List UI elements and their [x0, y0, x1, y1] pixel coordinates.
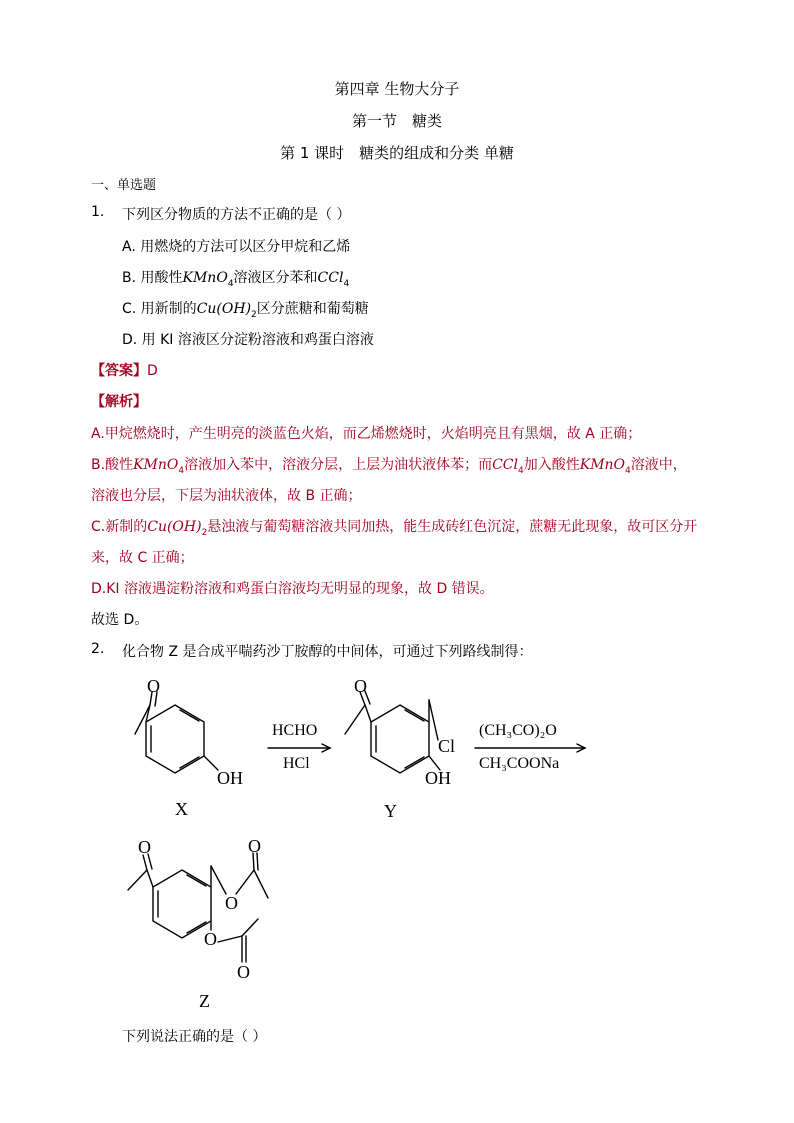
answer-label: 【答案】	[91, 363, 147, 379]
answer-line	[91, 360, 158, 380]
chapter-title: 第四章 生物大分子	[334, 80, 460, 98]
compound-z-label: Z	[199, 991, 210, 1011]
atom-o-label: O	[138, 837, 151, 857]
atom-o-label: O	[248, 836, 261, 856]
reagent-1-bottom: HCl	[283, 755, 310, 772]
option-a: A. 用燃烧的方法可以区分甲烷和乙烯	[122, 239, 351, 255]
question-type-heading: 一、单选题	[91, 178, 157, 193]
conclusion: 故选 D。	[91, 612, 149, 628]
explanation-c-line2: 来，故 C 正确；	[91, 550, 194, 566]
compound-x-structure	[135, 692, 218, 773]
question-2-prompt: 下列说法正确的是（ ）	[122, 1029, 267, 1045]
reagent-2-top: (CH₃CO)₂O	[479, 722, 557, 739]
question-1-number: 1.	[91, 204, 105, 220]
question-2-number: 2.	[91, 641, 105, 657]
atom-o-label: O	[354, 676, 367, 696]
explanation-b-line2: 溶液也分层，下层为油状液体，故 B 正确；	[91, 488, 362, 504]
reagent-2-bottom: CH₃COONa	[479, 755, 560, 772]
atom-o-label: O	[237, 962, 250, 982]
option-b: B. 用酸性KMnO$_4$溶液区分苯和CCl$_4$	[122, 270, 350, 289]
atom-o-label: O	[204, 929, 217, 949]
explanation-a: A.甲烷燃烧时，产生明亮的淡蓝色火焰，而乙烯燃烧时，火焰明亮且有黑烟，故 A 正确；	[91, 426, 642, 442]
compound-z-structure	[128, 853, 268, 962]
question-1-stem: 下列区分物质的方法不正确的是（ ）	[122, 207, 351, 223]
atom-oh-label: OH	[425, 768, 451, 788]
analysis-label: 【解析】	[91, 394, 147, 410]
option-c: C. 用新制的$Cu(OH)_2$区分蔗糖和葡萄糖	[122, 301, 369, 320]
explanation-d: D.KI 溶液遇淀粉溶液和鸡蛋白溶液均无明显的现象，故 D 错误。	[91, 581, 494, 597]
atom-o-label: O	[225, 893, 238, 913]
compound-y-structure	[345, 691, 440, 773]
explanation-b-line1: B.酸性KMnO$_4$溶液加入苯中，溶液分层，上层为油状液体苯；而CCl$_4$加入酸性KMnO$_4$溶液中，	[91, 457, 687, 476]
reagent-1-top: HCHO	[272, 722, 318, 739]
atom-o-label: O	[147, 676, 160, 696]
answer-value: D	[147, 363, 158, 379]
lesson-title: 第 1 课时 糖类的组成和分类 单糖	[280, 144, 514, 162]
section-title: 第一节 糖类	[351, 112, 442, 130]
explanation-c-line1: C.新制的$Cu(OH)_2$悬浊液与葡萄糖溶液共同加热，能生成砖红色沉淀，蔗糖无此现象，故可区分开	[91, 519, 698, 538]
question-2-stem: 化合物 Z 是合成平喘药沙丁胺醇的中间体，可通过下列路线制得：	[122, 644, 533, 660]
option-d: D. 用 KI 溶液区分淀粉溶液和鸡蛋白溶液	[122, 332, 374, 348]
compound-x-label: X	[175, 799, 188, 819]
compound-y-label: Y	[384, 801, 397, 821]
reaction-scheme	[0, 670, 794, 1020]
atom-cl-label: Cl	[438, 736, 456, 756]
atom-oh-label: OH	[217, 768, 243, 788]
